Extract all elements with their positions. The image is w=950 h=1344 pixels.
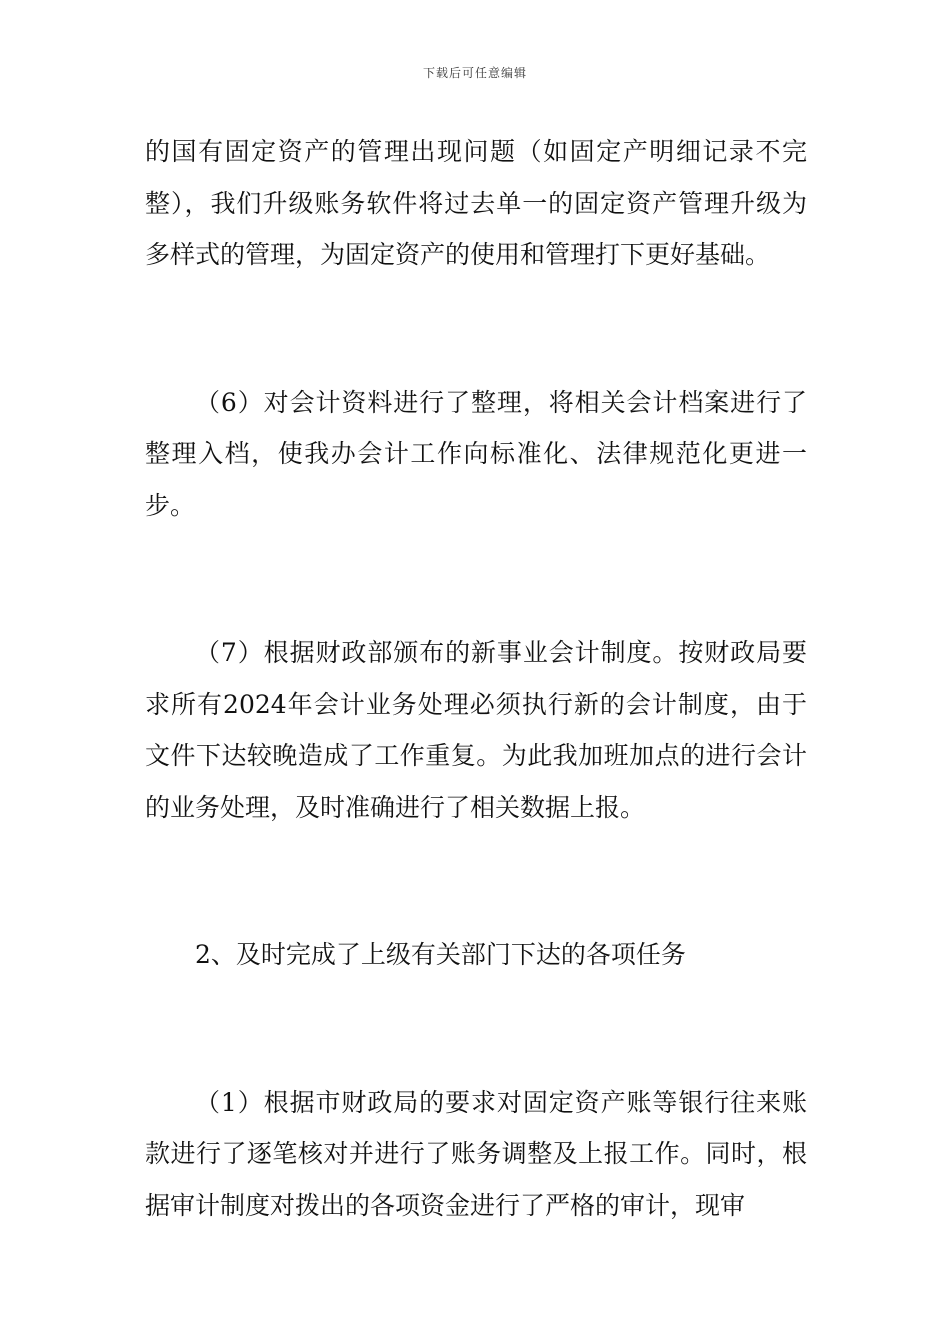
section-heading-2: 2、及时完成了上级有关部门下达的各项任务 xyxy=(195,940,686,969)
paragraph-item-7: （7）根据财政部颁布的新事业会计制度。按财政局要求所有2024年会计业务处理必须执行新的会计制度，由于文件下达较晚造成了工作重复。为此我加班加点的进行会计的业务处理，及时准确进行了相关数据上报。 xyxy=(145,638,807,822)
page-header: 下载后可任意编辑 xyxy=(422,66,527,80)
document-body xyxy=(145,126,807,1231)
paragraph-fixed-assets: 的国有固定资产的管理出现问题（如固定产明细记录不完整），我们升级账务软件将过去单一的固定资产管理升级为多样式的管理，为固定资产的使用和管理打下更好基础。 xyxy=(145,137,807,269)
paragraph-item-6: （6）对会计资料进行了整理，将相关会计档案进行了整理入档，使我办会计工作向标准化、法律规范化更进一步。 xyxy=(145,387,807,520)
paragraph-item-1: （1）根据市财政局的要求对固定资产账等银行往来账款进行了逐笔核对并进行了账务调整及上报工作。同时，根据审计制度对拨出的各项资金进行了严格的审计，现审 xyxy=(145,1087,807,1220)
